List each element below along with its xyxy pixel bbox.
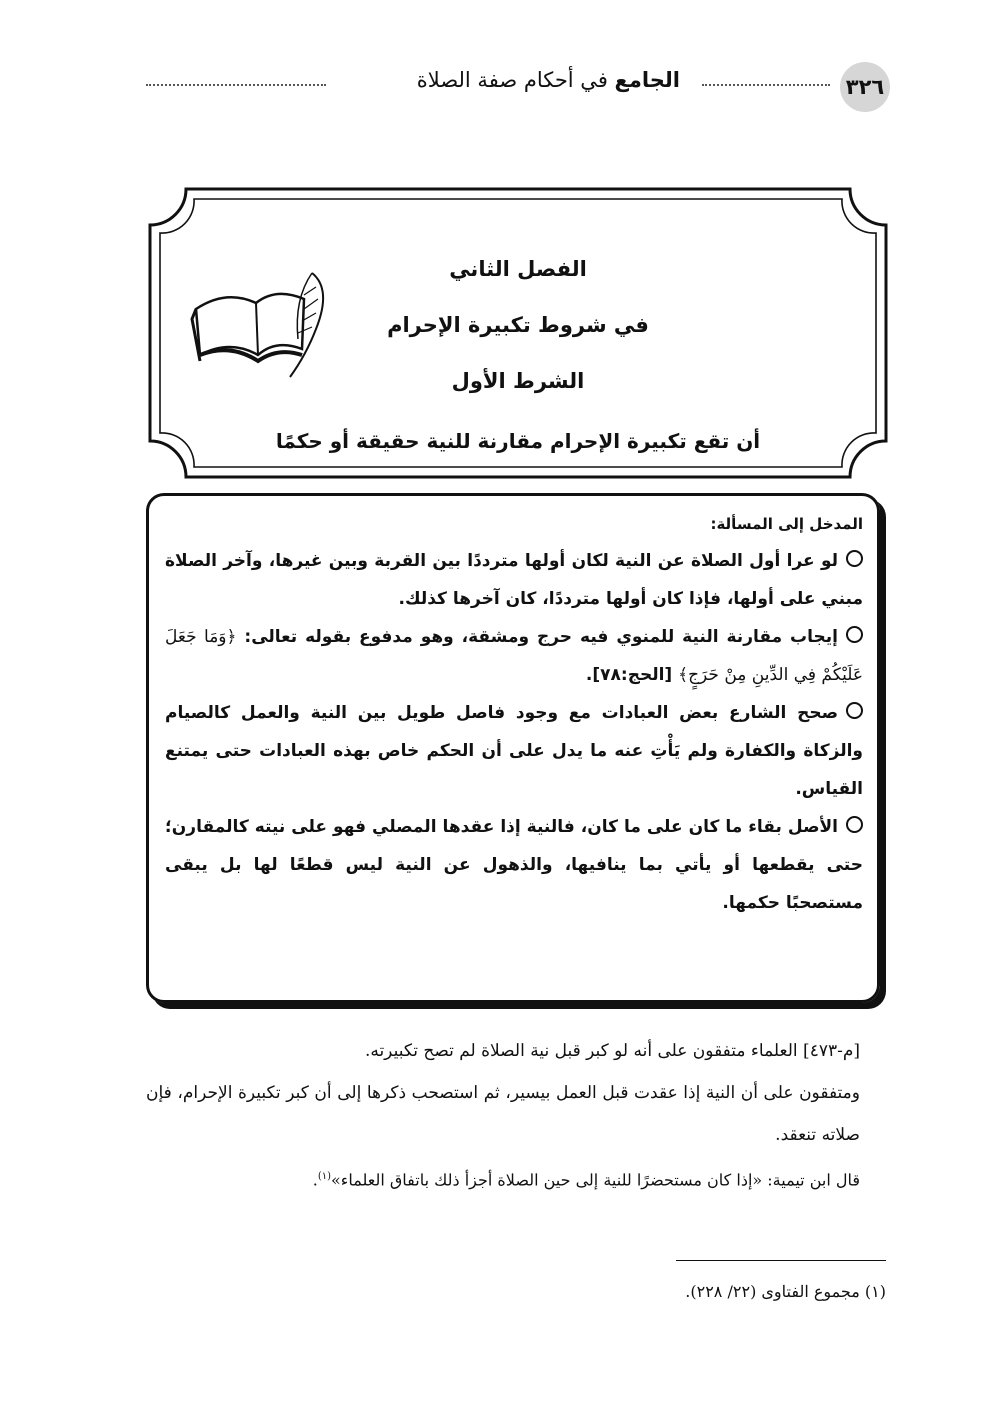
issue-point-1-text: لو عرا أول الصلاة عن النية لكان أولها مترددًا بين القربة وبين غيرها، وآخر الصلاة مبني على أولها، فإذا كان أولها مترددًا، كان آخرها كذلك. xyxy=(165,551,863,609)
footnote xyxy=(146,1276,886,1308)
issue-point-4-text: الأصل بقاء ما كان على ما كان، فالنية إذا عقدها المصلي فهو على نيته كالمقارن؛ حتى يقطعها أو يأتي بما ينافيها، والذهول عن النية ليس قطعًا لها بل يبقى مستصحبًا حكمها. xyxy=(165,817,863,913)
footnote-text: مجموع الفتاوى (٢٢/ ٢٢٨). xyxy=(685,1282,860,1301)
issue-point-3 xyxy=(165,694,863,808)
circle-bullet-icon xyxy=(846,550,863,567)
condition-title: الشرط الأول xyxy=(451,369,585,393)
circle-bullet-icon xyxy=(846,816,863,833)
footnote-marker[interactable]: (١) xyxy=(317,1171,332,1182)
book-quill-icon xyxy=(186,269,336,389)
body-paragraph-2: ومتفقون على أن النية إذا عقدت قبل العمل بيسير، ثم استصحب ذكرها إلى أن كبر تكبيرة الإحرام، فإن صلاته تنعقد. xyxy=(146,1083,860,1145)
issue-intro-heading: المدخل إلى المسألة: xyxy=(710,515,863,533)
footnote-number: (١) xyxy=(864,1282,886,1301)
issue-point-2 xyxy=(165,618,863,694)
body-paragraph-1: [م-٤٧٣] العلماء متفقون على أنه لو كبر قبل نية الصلاة لم تصح تكبيرته. xyxy=(364,1041,860,1061)
book-title xyxy=(417,68,680,92)
chapter-frame xyxy=(146,185,890,481)
body-text xyxy=(146,1030,888,1201)
issue-point-2-text: إيجاب مقارنة النية للمنوي فيه حرج ومشقة، وهو مدفوع بقوله تعالى: xyxy=(244,627,838,647)
quran-verse: ﴿وَمَا جَعَلَ عَلَيْكُمْ فِي الدِّينِ مِنْ حَرَجٍ﴾ xyxy=(165,627,863,685)
page-number: ٣٢٦ xyxy=(840,62,890,112)
circle-bullet-icon xyxy=(846,626,863,643)
circle-bullet-icon xyxy=(846,702,863,719)
header-dotted-line-right xyxy=(702,84,830,86)
book-title-main: الجامع xyxy=(614,68,680,92)
book-title-rest: في أحكام صفة الصلاة xyxy=(416,68,608,92)
ibn-taymiyyah-quote: قال ابن تيمية: «إذا كان مستحضرًا للنية إلى حين الصلاة أجزأ ذلك باتفاق العلماء» xyxy=(331,1170,860,1190)
issue-point-1 xyxy=(165,542,863,618)
body-paragraph-3 xyxy=(146,1156,888,1201)
page-header xyxy=(146,62,890,110)
chapter-title: الفصل الثاني xyxy=(449,257,587,281)
issue-intro-box xyxy=(146,493,880,1003)
header-dotted-line-left xyxy=(146,84,326,86)
verse-reference: [الحج:٧٨]. xyxy=(585,665,673,685)
chapter-subtitle: في شروط تكبيرة الإحرام xyxy=(387,313,649,337)
issue-point-4 xyxy=(165,808,863,922)
condition-statement: أن تقع تكبيرة الإحرام مقارنة للنية حقيقة أو حكمًا xyxy=(275,429,761,453)
issue-point-3-text: صحح الشارع بعض العبادات مع وجود فاصل طويل بين النية والعمل كالصيام والزكاة والكفارة ولم يَأْتِ عنه ما يدل على أن الحكم خاص بهذه العبادات حتى يمتنع القياس. xyxy=(165,703,863,799)
footnote-separator xyxy=(676,1260,886,1261)
quote-end: . xyxy=(312,1170,318,1190)
